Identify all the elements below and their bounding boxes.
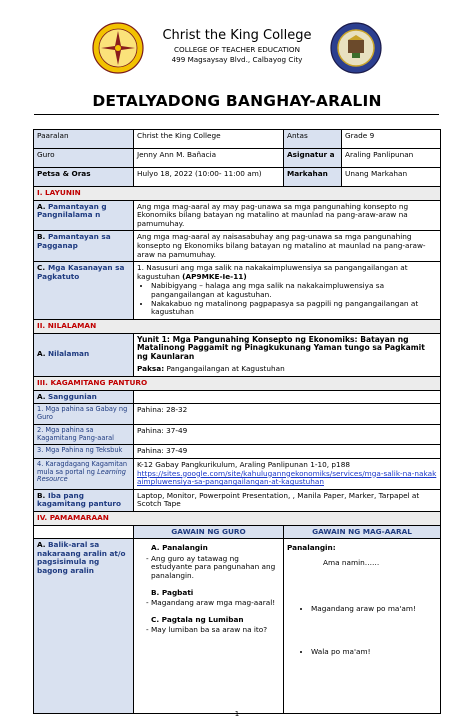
label-kasanayan: Mga Kasanayan sa Pagkatuto: [37, 263, 125, 281]
value-asignatura: Araling Panlipunan: [342, 149, 441, 168]
label-guro: Guro: [34, 149, 134, 168]
column-gawain-ng-guro: GAWAIN NG GURO: [134, 525, 284, 539]
ref-4-label-italic: Learning Resource: [37, 467, 126, 484]
row-balik-aral: [34, 539, 441, 714]
info-row-school: [34, 130, 441, 149]
row-nilalaman: [34, 333, 441, 376]
cell-heading-empty: [34, 525, 134, 539]
iba-pang-kagamitan-value: Laptop, Monitor, Powerpoint Presentation, , Manila Paper, Marker, Tarpapel at Scotch Tape: [134, 489, 441, 511]
ref-3-label: Mga Pahina ng Teksbuk: [45, 446, 123, 455]
college-address: 499 Magsaysay Blvd., Calbayog City: [171, 55, 303, 64]
competency-main: [137, 264, 437, 281]
guro-pagtala-text: - May lumiban ba sa araw na ito?: [151, 626, 280, 635]
guro-panalangin-title: A. Panalangin: [151, 543, 208, 553]
competency-bullet: • Nabibigyang – halaga ang mga salik na nakakaimpluwensiya sa pangangailangan at kagustuhan.: [151, 282, 437, 299]
guro-pagtala-list: [151, 626, 280, 635]
text-pamantayang-pangnilalaman: Ang mga mag-aaral ay may pag-unawa sa mga pangunahing konsepto ng Ekonomiks bilang batayan ng matalino at maunlad na pang-araw-araw na pamumuhay.: [134, 200, 441, 231]
section-layunin: [34, 187, 441, 201]
competency-bullets: [151, 282, 437, 316]
row-ref-3: [34, 445, 441, 459]
lesson-plan-table: [33, 129, 441, 714]
label-sanggunian: Sanggunian: [48, 391, 97, 401]
cell-label-c: [34, 262, 134, 320]
label-nilalaman: Nilalaman: [48, 349, 90, 359]
mag-aaral-pagtala-list: [311, 648, 437, 657]
info-row-teacher: [34, 149, 441, 168]
ref-4-link[interactable]: https://sites.google.com/site/kahuluganngekonomiks/services/mga-salik-na-nakakaimpluwensiya-sa-pangangailangan-at-kagustuhan: [137, 468, 437, 487]
letter-a: A.: [37, 540, 46, 550]
ref-1-label: Mga pahina sa Gabay ng Guro: [37, 405, 128, 421]
competency-bullet: • Nakakabuo ng matalinong pagpapasya sa pagpili ng pangangailangan at kagustuhan: [151, 300, 437, 317]
mag-aaral-pagbati-list: [311, 605, 437, 614]
label-antas: Antas: [284, 130, 342, 149]
text-pamantayan-pagganap: Ang mga mag-aaral ay naisasabuhay ang pag-unawa sa mga pangunahing konsepto ng Ekonomiks bilang batayan ng matalino at maunlad na pang-araw-araw na pamumuhay.: [134, 231, 441, 262]
guro-pagtala-title: C. Pagtala ng Lumiban: [151, 614, 244, 624]
cell-sanggunian-empty: [134, 390, 441, 404]
letter-a: A.: [37, 391, 46, 401]
guro-pagbati-title: B. Pagbati: [151, 587, 194, 597]
cell-label-balik-aral: [34, 539, 134, 714]
letter-a: A.: [37, 349, 46, 359]
cell-label-b: [34, 231, 134, 262]
cell-nilalaman: [134, 333, 441, 376]
row-iba-pang-kagamitan: [34, 489, 441, 511]
ref-2-value: Pahina: 37-49: [134, 424, 441, 445]
paksa-line: [137, 365, 437, 374]
value-markahan: Unang Markahan: [342, 168, 441, 187]
row-sanggunian: [34, 390, 441, 404]
label-petsa: Petsa & Oras: [34, 168, 134, 187]
ref-3-value: Pahina: 37-49: [134, 445, 441, 459]
row-ref-2: [34, 424, 441, 445]
letter-b: B.: [37, 232, 46, 242]
row-pamantayan-pagganap: [34, 231, 441, 262]
section-header-nilalaman: II. NILALAMAN: [34, 319, 441, 333]
letter-a: A.: [37, 201, 46, 211]
cell-gawain-mag-aaral: [284, 539, 441, 714]
row-pamantayan-pangnilalaman: [34, 200, 441, 231]
label-asignatura: Asignatur a: [284, 149, 342, 168]
cell-ref-3-label: [34, 445, 134, 459]
department-seal-icon: [330, 22, 382, 74]
college-name: Christ the King College: [162, 28, 312, 43]
ref-1-value: Pahina: 28-32: [134, 404, 441, 425]
ref-4-value: K-12 Gabay Pangkurikulum, Araling Panlipunan 1-10, p188: [137, 459, 350, 469]
section-nilalaman: [34, 319, 441, 333]
info-row-date: [34, 168, 441, 187]
label-paaralan: Paaralan: [34, 130, 134, 149]
cell-ref-4-label: [34, 458, 134, 489]
mag-aaral-pagtala-text: • Wala po ma'am!: [311, 648, 437, 657]
row-kasanayan: [34, 262, 441, 320]
competency-code: (AP9MKE-Ie-11): [182, 271, 247, 281]
label-markahan: Markahan: [284, 168, 342, 187]
ref-2-label: Mga pahina sa Kagamitang Pang-aaral: [37, 425, 114, 442]
cell-ref-4-value: [134, 458, 441, 489]
paksa-label: Paksa:: [137, 364, 165, 374]
guro-pagbati-list: [151, 599, 280, 608]
cell-kasanayan: [134, 262, 441, 320]
section-header-kagamitan: III. KAGAMITANG PANTURO: [34, 377, 441, 391]
letter-c: C.: [37, 263, 46, 273]
value-antas: Grade 9: [342, 130, 441, 149]
ref-3-num: 3.: [37, 446, 44, 455]
cell-label-a: [34, 200, 134, 231]
value-paaralan: Christ the King College: [134, 130, 284, 149]
section-kagamitan: [34, 377, 441, 391]
competency-text: 1. Nasusuri ang mga salik na nakakaimpluwensiya sa pangangailangan at kagustuhan: [137, 263, 408, 281]
college-department: COLLEGE OF TEACHER EDUCATION: [174, 45, 300, 54]
guro-pagbati-text: - Magandang araw mga mag-aaral!: [151, 599, 280, 608]
title-divider: [34, 114, 439, 115]
guro-panalangin-text: - Ang guro ay tatawag ng estudyante para pangunahan ang panalangin.: [151, 555, 280, 581]
ref-2-num: 2.: [37, 425, 44, 434]
label-pamantayang-pangnilalaman: Pamantayan g Pangnilalama n: [37, 201, 107, 220]
ref-1-num: 1.: [37, 405, 44, 414]
row-ref-1: [34, 404, 441, 425]
label-balik-aral: Balik-aral sa nakaraang aralin at/o pagsisimula ng bagong aralin: [37, 540, 126, 575]
row-pamamaraan-headings: [34, 525, 441, 539]
document-title: DETALYADONG BANGHAY-ARALIN: [92, 92, 382, 110]
cell-ref-1-label: [34, 404, 134, 425]
page-number: 1: [234, 710, 240, 718]
value-petsa: Hulyo 18, 2022 (10:00- 11:00 am): [134, 168, 284, 187]
cell-ref-2-label: [34, 424, 134, 445]
section-header-pamamaraan: IV. PAMAMARAAN: [34, 511, 441, 525]
mag-aaral-panalangin-text: Ama namin……: [323, 557, 380, 567]
column-gawain-ng-mag-aaral: GAWAIN NG MAG-AARAL: [284, 525, 441, 539]
row-ref-4: [34, 458, 441, 489]
label-iba-pang-kagamitan: Iba pang kagamitang panturo: [37, 490, 122, 509]
ref-4-label: Karagdagang Kagamitan mula sa portal ng: [37, 459, 128, 476]
paksa-value: Pangangailangan at Kagustuhan: [166, 364, 285, 374]
section-pamamaraan: [34, 511, 441, 525]
cell-label-iba-pang-kagamitan: [34, 489, 134, 511]
cell-gawain-guro: [134, 539, 284, 714]
letter-b: B.: [37, 490, 46, 500]
mag-aaral-panalangin-label: Panalangin:: [287, 543, 336, 553]
guro-panalangin-list: [151, 555, 280, 581]
cell-label-sanggunian: [34, 390, 134, 404]
cell-label-nilalaman: [34, 333, 134, 376]
label-pamantayan-pagganap: Pamantayan sa Pagganap: [37, 232, 111, 251]
section-header-layunin: I. LAYUNIN: [34, 187, 441, 201]
mag-aaral-pagbati-text: • Magandang araw po ma'am!: [311, 605, 437, 614]
ref-4-num: 4.: [37, 459, 44, 468]
letterhead: [0, 18, 474, 78]
value-guro: Jenny Ann M. Bañacia: [134, 149, 284, 168]
unit-title: Yunit 1: Mga Pangunahing Konsepto ng Ekonomiks: Batayan ng Matalinong Paggamit ng Pinagkukunang Yaman tungo sa Pagkamit ng Kaunlaran: [137, 334, 425, 362]
